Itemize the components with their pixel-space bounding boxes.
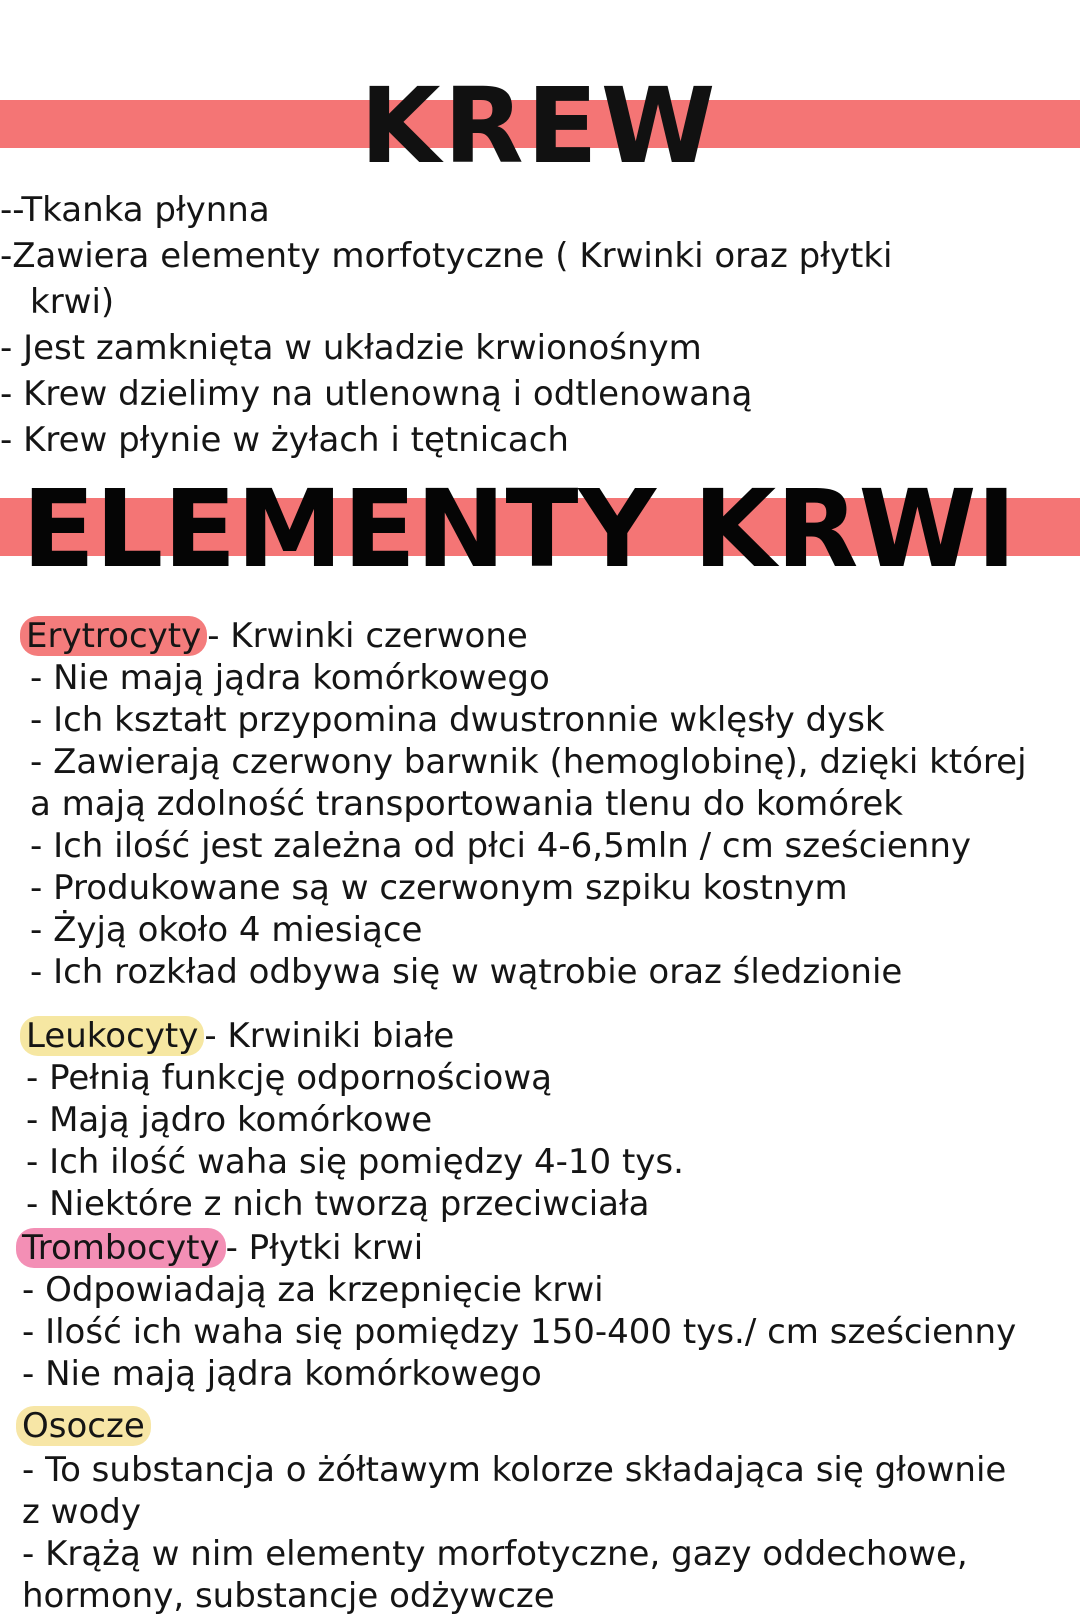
erytrocyty-line: - Nie mają jądra komórkowego [30, 658, 550, 698]
leukocyty-term: Leukocyty [20, 1016, 204, 1056]
intro-line: -Zawiera elementy morfotyczne ( Krwinki oraz płytki [0, 236, 893, 276]
leukocyty-heading [26, 1014, 454, 1058]
intro-line: - Jest zamknięta w układzie krwionośnym [0, 328, 702, 368]
osocze-line: - To substancja o żółtawym kolorze składająca się głownie [22, 1450, 1007, 1490]
leukocyty-line: - Ich ilość waha się pomiędzy 4-10 tys. [26, 1142, 684, 1182]
osocze-heading [22, 1404, 151, 1448]
leukocyty-line: - Niektóre z nich tworzą przeciwciała [26, 1184, 650, 1224]
intro-line: --Tkanka płynna [0, 190, 270, 230]
intro-line: - Krew dzielimy na utlenowną i odtlenowaną [0, 374, 753, 414]
trombocyty-term: Trombocyty [16, 1228, 226, 1268]
intro-line: krwi) [30, 282, 115, 322]
osocze-line: - Krążą w nim elementy morfotyczne, gazy oddechowe, [22, 1534, 968, 1574]
erytrocyty-line: - Ich rozkład odbywa się w wątrobie oraz śledzionie [30, 952, 903, 992]
trombocyty-desc: - Płytki krwi [225, 1228, 424, 1268]
section-heading: ELEMENTY KRWI [22, 468, 1017, 592]
erytrocyty-term: Erytrocyty [20, 616, 207, 656]
intro-line: - Krew płynie w żyłach i tętnicach [0, 420, 569, 460]
trombocyty-line: - Ilość ich waha się pomiędzy 150-400 tys./ cm sześcienny [22, 1312, 1017, 1352]
osocze-line: z wody [22, 1492, 141, 1532]
erytrocyty-line: - Zawierają czerwony barwnik (hemoglobinę), dzięki której [30, 742, 1027, 782]
trombocyty-line: - Nie mają jądra komórkowego [22, 1354, 542, 1394]
erytrocyty-line: - Żyją około 4 miesiące [30, 910, 423, 950]
erytrocyty-line: - Ich kształt przypomina dwustronnie wklęsły dysk [30, 700, 885, 740]
page-title: KREW [360, 65, 719, 187]
leukocyty-desc: - Krwiniki białe [204, 1016, 455, 1056]
erytrocyty-desc: - Krwinki czerwone [207, 616, 528, 656]
trombocyty-heading [22, 1226, 423, 1270]
leukocyty-line: - Mają jądro komórkowe [26, 1100, 433, 1140]
trombocyty-line: - Odpowiadają za krzepnięcie krwi [22, 1270, 604, 1310]
erytrocyty-line: a mają zdolność transportowania tlenu do komórek [30, 784, 903, 824]
erytrocyty-heading [26, 614, 528, 658]
osocze-line: hormony, substancje odżywcze [22, 1576, 555, 1616]
osocze-term: Osocze [16, 1406, 151, 1446]
leukocyty-line: - Pełnią funkcję odpornościową [26, 1058, 553, 1098]
erytrocyty-line: - Ich ilość jest zależna od płci 4-6,5mln / cm sześcienny [30, 826, 971, 866]
erytrocyty-line: - Produkowane są w czerwonym szpiku kostnym [30, 868, 848, 908]
